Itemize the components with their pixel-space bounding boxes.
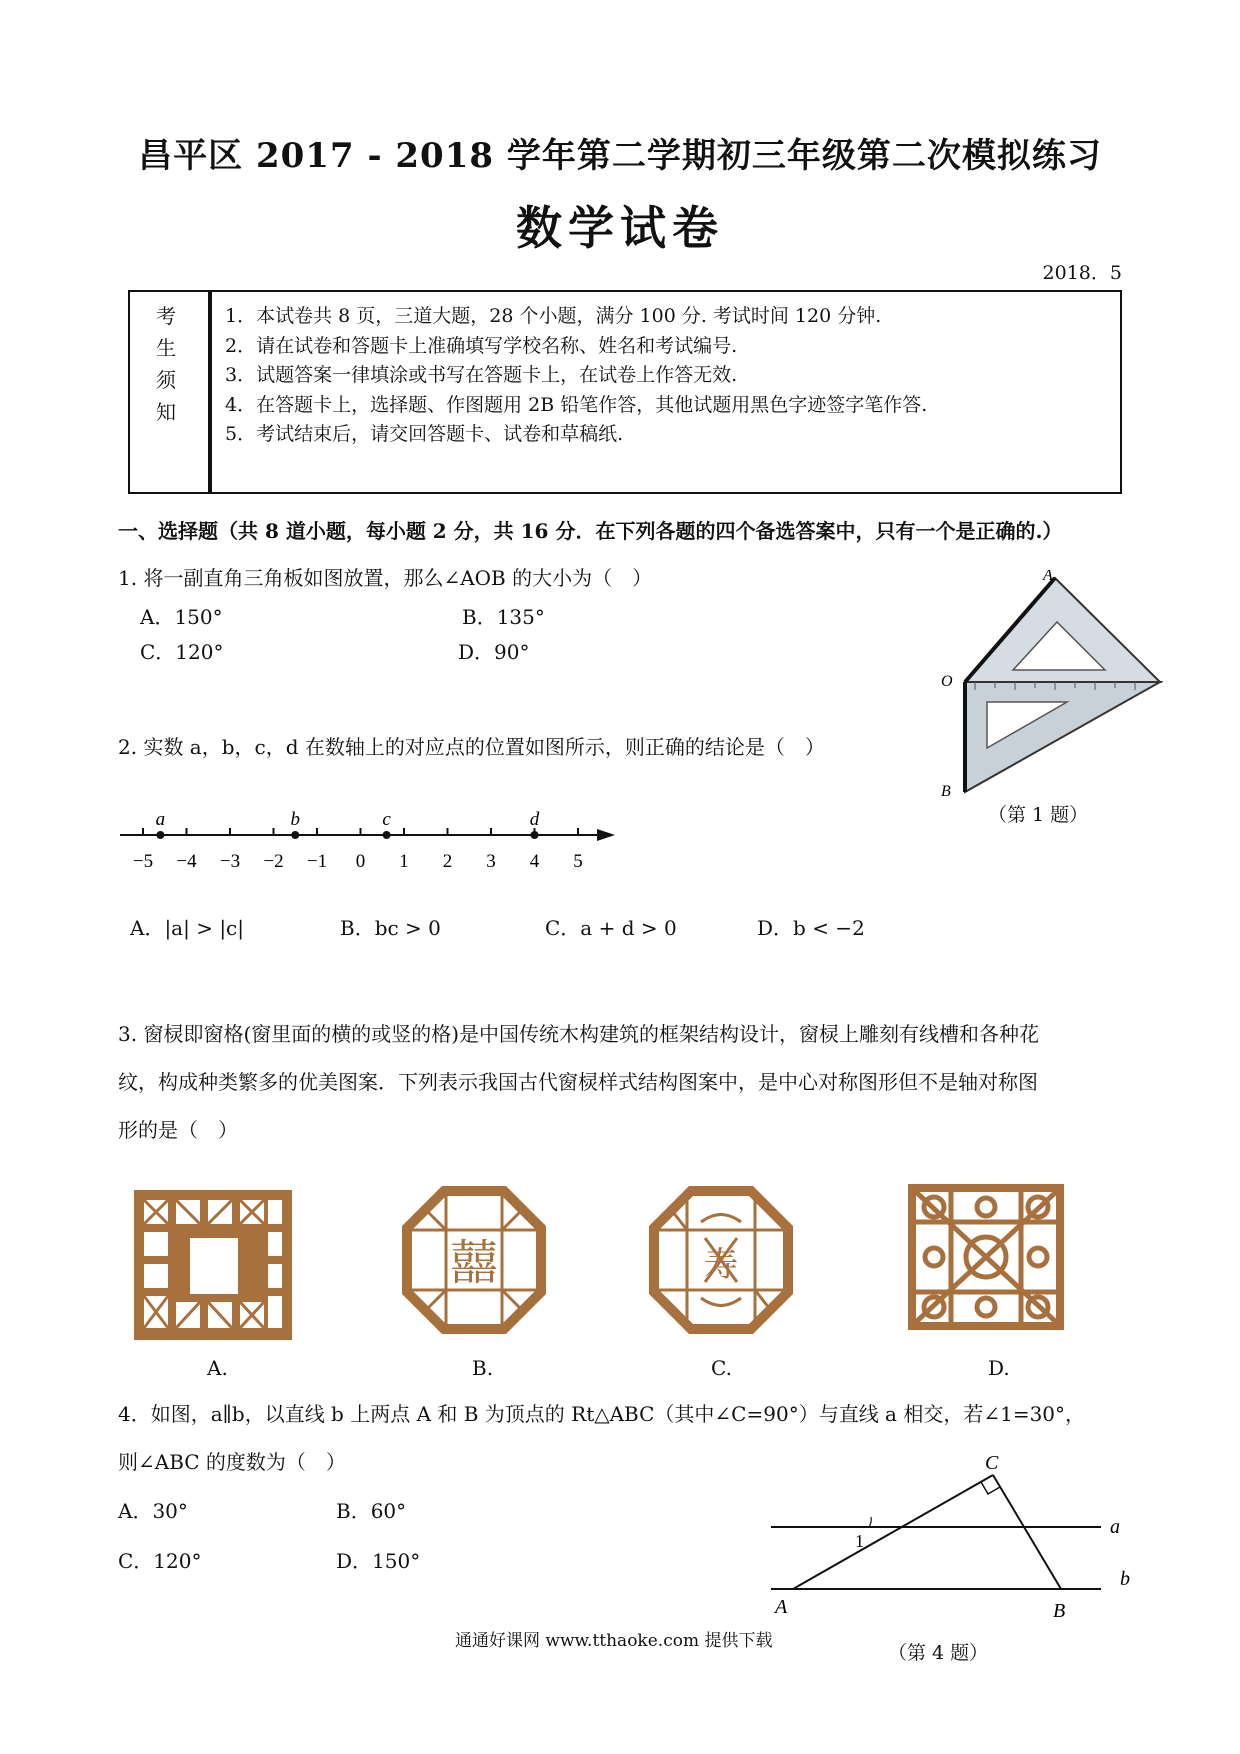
- number-line-point-label: a: [155, 809, 166, 830]
- number-line-tick-label: 0: [355, 851, 366, 872]
- figure-1-caption: （第 1 题）: [988, 804, 1089, 826]
- notice-head-char: 知: [156, 400, 176, 424]
- q3-option-a: A.: [207, 1356, 228, 1380]
- number-line-tick-label: −4: [176, 851, 197, 872]
- notice-heading: [130, 292, 212, 492]
- q1-option-b: B．135°: [462, 605, 545, 629]
- longevity-glyph: 寿: [704, 1245, 738, 1285]
- point-label-c: C: [985, 1452, 999, 1474]
- window-pattern-d: [906, 1182, 1066, 1332]
- q4-option-d: D．150°: [336, 1549, 421, 1573]
- number-line-point-label: c: [382, 809, 391, 830]
- number-line-tick-label: −5: [132, 851, 154, 872]
- q2-option-d: D．b < −2: [757, 916, 865, 940]
- notice-head-char: 须: [156, 368, 176, 392]
- number-line-tick-label: −2: [263, 851, 284, 872]
- angle-label-1: 1: [855, 1531, 864, 1551]
- q1-option-a: A．150°: [140, 605, 223, 629]
- point-label-o: O: [941, 673, 953, 690]
- notice-item: 4．在答题卡上，选择题、作图题用 2B 铅笔作答，其他试题用黑色字迹签字笔作答.: [225, 393, 928, 416]
- number-line-point-b: [291, 831, 299, 839]
- number-line-point-label: b: [290, 809, 300, 830]
- footer-source: 通通好课网 www.tthaoke.com 提供下载: [455, 1631, 773, 1651]
- q1-option-d: D．90°: [458, 640, 530, 664]
- q2-option-b: B．bc > 0: [340, 916, 441, 940]
- number-line-point-label: d: [529, 809, 540, 830]
- window-pattern-a: [132, 1188, 294, 1342]
- q1-option-c: C．120°: [140, 640, 224, 664]
- question-2-stem: 2. 实数 a，b，c，d 在数轴上的对应点的位置如图所示，则正确的结论是（ ）: [118, 735, 825, 759]
- notice-list: [225, 302, 927, 450]
- question-4-stem-line: 则∠ABC 的度数为（ ）: [118, 1450, 346, 1474]
- number-line-tick-label: 4: [529, 851, 540, 872]
- number-line-tick-label: 1: [399, 851, 409, 872]
- section-heading: 一、选择题（共 8 道小题，每小题 2 分，共 16 分．在下列各题的四个备选答案中，只有一个是正确的.）: [118, 519, 1063, 543]
- notice-head-char: 生: [156, 336, 176, 360]
- page-title: 昌平区 2017 - 2018 学年第二学期初三年级第二次模拟练习: [138, 136, 1102, 176]
- q2-option-c: C．a + d > 0: [545, 916, 677, 940]
- q3-option-d: D.: [988, 1356, 1010, 1380]
- number-line-point-c: [383, 831, 391, 839]
- number-line-arrow: [597, 829, 615, 841]
- notice-item: 3．试题答案一律填涂或书写在答题卡上，在试卷上作答无效.: [225, 364, 738, 386]
- number-line-point-a: [156, 831, 164, 839]
- line-label-b: b: [1120, 1568, 1130, 1590]
- number-line-tick-label: 5: [573, 851, 583, 872]
- notice-box: [128, 290, 1122, 494]
- line-label-a: a: [1110, 1516, 1120, 1538]
- parallel-lines-triangle-figure: [765, 1445, 1145, 1620]
- notice-item: 5．考试结束后，请交回答题卡、试卷和草稿纸.: [225, 423, 624, 445]
- number-line-tick-label: −1: [306, 851, 328, 872]
- point-label-a: A: [1043, 570, 1053, 584]
- angle-1-arc: [869, 1517, 871, 1527]
- point-label-b: B: [941, 783, 951, 800]
- triangle-rulers-figure: [935, 570, 1175, 800]
- point-label-b: B: [1053, 1600, 1066, 1620]
- q4-option-a: A．30°: [118, 1499, 188, 1523]
- side-cb: [993, 1475, 1061, 1589]
- question-3-stem-line: 形的是（ ）: [118, 1118, 238, 1142]
- page-subtitle: 数学试卷: [516, 201, 724, 255]
- number-line-tick-label: −3: [219, 851, 241, 872]
- question-4-stem-line: 4．如图，a∥b，以直线 b 上两点 A 和 B 为顶点的 Rt△ABC（其中∠C=90°）与直线 a 相交，若∠1=30°，: [118, 1402, 1086, 1426]
- q4-option-b: B．60°: [336, 1499, 407, 1523]
- question-1-stem: 1. 将一副直角三角板如图放置，那么∠AOB 的大小为（ ）: [118, 566, 653, 590]
- side-ac: [793, 1475, 993, 1589]
- q4-option-c: C．120°: [118, 1549, 202, 1573]
- number-line-tick-label: 2: [442, 851, 453, 872]
- figure-4-caption: （第 4 题）: [888, 1642, 989, 1664]
- notice-item: 1．本试卷共 8 页，三道大题，28 个小题，满分 100 分. 考试时间 120 分钟.: [225, 305, 882, 327]
- exam-date: 2018．5: [1042, 262, 1122, 284]
- q3-option-c: C.: [711, 1356, 732, 1380]
- window-pattern-c: [645, 1182, 797, 1338]
- double-happiness-glyph: 囍: [449, 1235, 499, 1291]
- window-pattern-b: [398, 1182, 550, 1338]
- question-3-stem-line: 3. 窗棂即窗格(窗里面的横的或竖的格)是中国传统木构建筑的框架结构设计，窗棂上雕刻有线槽和各种花: [118, 1022, 1040, 1046]
- number-line-point-d: [531, 831, 539, 839]
- notice-head-char: 考: [156, 304, 176, 328]
- point-label-a: A: [775, 1596, 788, 1618]
- question-3-stem-line: 纹，构成种类繁多的优美图案．下列表示我国古代窗棂样式结构图案中，是中心对称图形但不是轴对称图: [118, 1070, 1038, 1094]
- number-line-tick-label: 3: [486, 851, 496, 872]
- q3-option-b: B.: [472, 1356, 494, 1380]
- q2-option-a: A．|a| > |c|: [130, 916, 244, 940]
- notice-item: 2．请在试卷和答题卡上准确填写学校名称、姓名和考试编号.: [225, 334, 738, 357]
- number-line: [110, 805, 630, 883]
